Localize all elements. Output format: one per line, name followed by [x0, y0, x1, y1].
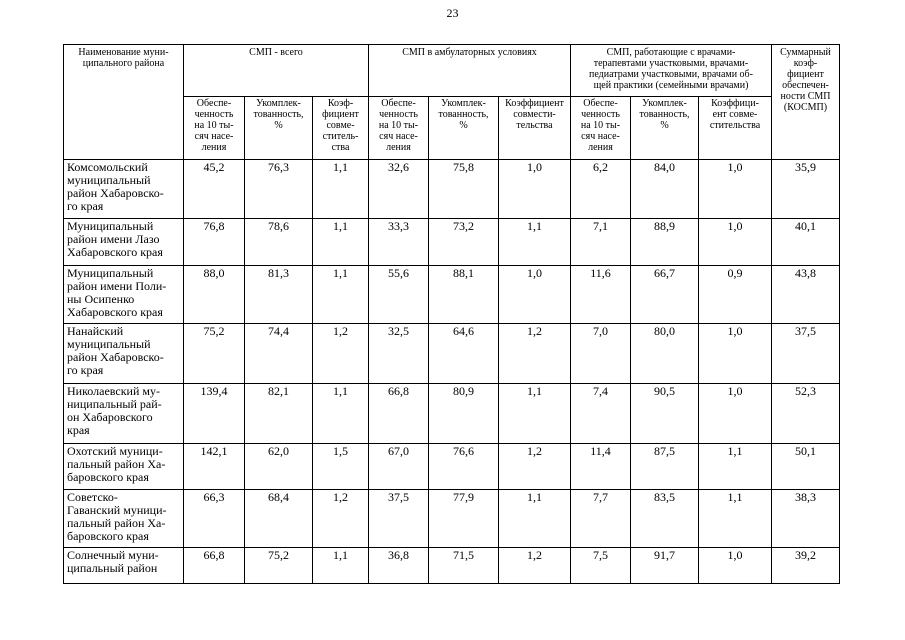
value-cell: 35,9	[772, 160, 840, 219]
value-cell: 40,1	[772, 219, 840, 266]
value-cell: 1,5	[313, 444, 369, 490]
value-cell: 75,8	[429, 160, 499, 219]
value-cell: 1,0	[699, 160, 772, 219]
value-cell: 77,9	[429, 490, 499, 548]
value-cell: 64,6	[429, 324, 499, 384]
value-cell: 32,5	[369, 324, 429, 384]
value-cell: 88,1	[429, 266, 499, 324]
district-name: Солнечный муни- ципальный район	[64, 548, 184, 584]
value-cell: 1,2	[313, 490, 369, 548]
subheader-cell: Коэффици- ент совме- стительства	[699, 97, 772, 160]
page-number: 23	[446, 6, 459, 20]
value-cell: 0,9	[699, 266, 772, 324]
value-cell: 1,1	[313, 548, 369, 584]
value-cell: 1,1	[499, 490, 571, 548]
value-cell: 78,6	[245, 219, 313, 266]
subheader-cell: Укомплек- тованность, %	[429, 97, 499, 160]
value-cell: 37,5	[369, 490, 429, 548]
header-kosmp: Суммарный коэф- фициент обеспечен- ности СМП (КОСМП)	[772, 45, 840, 160]
value-cell: 39,2	[772, 548, 840, 584]
value-cell: 1,1	[699, 490, 772, 548]
value-cell: 55,6	[369, 266, 429, 324]
value-cell: 1,2	[313, 324, 369, 384]
subheader-cell: Обеспе- ченность на 10 ты- сяч насе- ления	[571, 97, 631, 160]
value-cell: 1,2	[499, 444, 571, 490]
value-cell: 71,5	[429, 548, 499, 584]
value-cell: 37,5	[772, 324, 840, 384]
value-cell: 66,8	[184, 548, 245, 584]
header-smp-with-doctors: СМП, работающие с врачами- терапевтами участковыми, врачами- педиатрами участковыми, врачами об- щей практики (семейными врачами)	[571, 45, 772, 97]
value-cell: 50,1	[772, 444, 840, 490]
value-cell: 80,9	[429, 384, 499, 444]
value-cell: 80,0	[631, 324, 699, 384]
table-row	[64, 490, 840, 548]
value-cell: 1,0	[499, 160, 571, 219]
district-name: Нанайский муниципальный район Хабаровско- го края	[64, 324, 184, 384]
value-cell: 88,9	[631, 219, 699, 266]
district-name: Комсомольский муниципальный район Хабаровско- го края	[64, 160, 184, 219]
value-cell: 1,1	[499, 384, 571, 444]
value-cell: 1,2	[499, 324, 571, 384]
value-cell: 1,2	[499, 548, 571, 584]
value-cell: 1,1	[313, 266, 369, 324]
subheader-cell: Коэффициент совмести- тельства	[499, 97, 571, 160]
value-cell: 84,0	[631, 160, 699, 219]
value-cell: 73,2	[429, 219, 499, 266]
data-table	[63, 44, 840, 584]
value-cell: 1,1	[313, 384, 369, 444]
value-cell: 81,3	[245, 266, 313, 324]
value-cell: 142,1	[184, 444, 245, 490]
value-cell: 1,0	[699, 324, 772, 384]
value-cell: 76,8	[184, 219, 245, 266]
table-row	[64, 266, 840, 324]
subheader-cell: Укомплек- тованность, %	[631, 97, 699, 160]
subheader-cell: Обеспе- ченность на 10 ты- сяч насе- ления	[184, 97, 245, 160]
value-cell: 45,2	[184, 160, 245, 219]
district-name: Охотский муници- пальный район Ха- баровского края	[64, 444, 184, 490]
value-cell: 6,2	[571, 160, 631, 219]
value-cell: 11,4	[571, 444, 631, 490]
value-cell: 11,6	[571, 266, 631, 324]
value-cell: 1,1	[699, 444, 772, 490]
table-row	[64, 444, 840, 490]
value-cell: 7,5	[571, 548, 631, 584]
value-cell: 7,7	[571, 490, 631, 548]
header-smp-ambulatory: СМП в амбулаторных условиях	[369, 45, 571, 97]
value-cell: 76,6	[429, 444, 499, 490]
subheader-cell: Коэф- фициент совме- ститель- ства	[313, 97, 369, 160]
subheader-cell: Обеспе- ченность на 10 ты- сяч насе- ления	[369, 97, 429, 160]
value-cell: 74,4	[245, 324, 313, 384]
value-cell: 76,3	[245, 160, 313, 219]
district-name: Муниципальный район имени Лазо Хабаровского края	[64, 219, 184, 266]
value-cell: 66,3	[184, 490, 245, 548]
value-cell: 1,0	[699, 384, 772, 444]
subheader-cell: Укомплек- тованность, %	[245, 97, 313, 160]
table-row	[64, 384, 840, 444]
value-cell: 139,4	[184, 384, 245, 444]
value-cell: 83,5	[631, 490, 699, 548]
value-cell: 33,3	[369, 219, 429, 266]
value-cell: 1,1	[313, 160, 369, 219]
value-cell: 7,0	[571, 324, 631, 384]
value-cell: 88,0	[184, 266, 245, 324]
value-cell: 7,1	[571, 219, 631, 266]
value-cell: 38,3	[772, 490, 840, 548]
district-name: Муниципальный район имени Поли- ны Осипенко Хабаровского края	[64, 266, 184, 324]
value-cell: 68,4	[245, 490, 313, 548]
value-cell: 87,5	[631, 444, 699, 490]
value-cell: 1,0	[499, 266, 571, 324]
value-cell: 1,0	[699, 219, 772, 266]
value-cell: 75,2	[184, 324, 245, 384]
header-smp-total: СМП - всего	[184, 45, 369, 97]
value-cell: 32,6	[369, 160, 429, 219]
district-name: Николаевский му- ниципальный рай- он Хабаровского края	[64, 384, 184, 444]
value-cell: 7,4	[571, 384, 631, 444]
value-cell: 67,0	[369, 444, 429, 490]
value-cell: 90,5	[631, 384, 699, 444]
value-cell: 91,7	[631, 548, 699, 584]
value-cell: 82,1	[245, 384, 313, 444]
table-row	[64, 548, 840, 584]
district-name: Советско- Гаванский муници- пальный район Ха- баровского края	[64, 490, 184, 548]
value-cell: 1,1	[313, 219, 369, 266]
value-cell: 36,8	[369, 548, 429, 584]
value-cell: 66,8	[369, 384, 429, 444]
table-row	[64, 160, 840, 219]
value-cell: 75,2	[245, 548, 313, 584]
header-name: Наименование муни- ципального района	[64, 45, 184, 160]
value-cell: 62,0	[245, 444, 313, 490]
table-row	[64, 219, 840, 266]
value-cell: 66,7	[631, 266, 699, 324]
value-cell: 52,3	[772, 384, 840, 444]
value-cell: 1,1	[499, 219, 571, 266]
value-cell: 43,8	[772, 266, 840, 324]
value-cell: 1,0	[699, 548, 772, 584]
table-row	[64, 324, 840, 384]
